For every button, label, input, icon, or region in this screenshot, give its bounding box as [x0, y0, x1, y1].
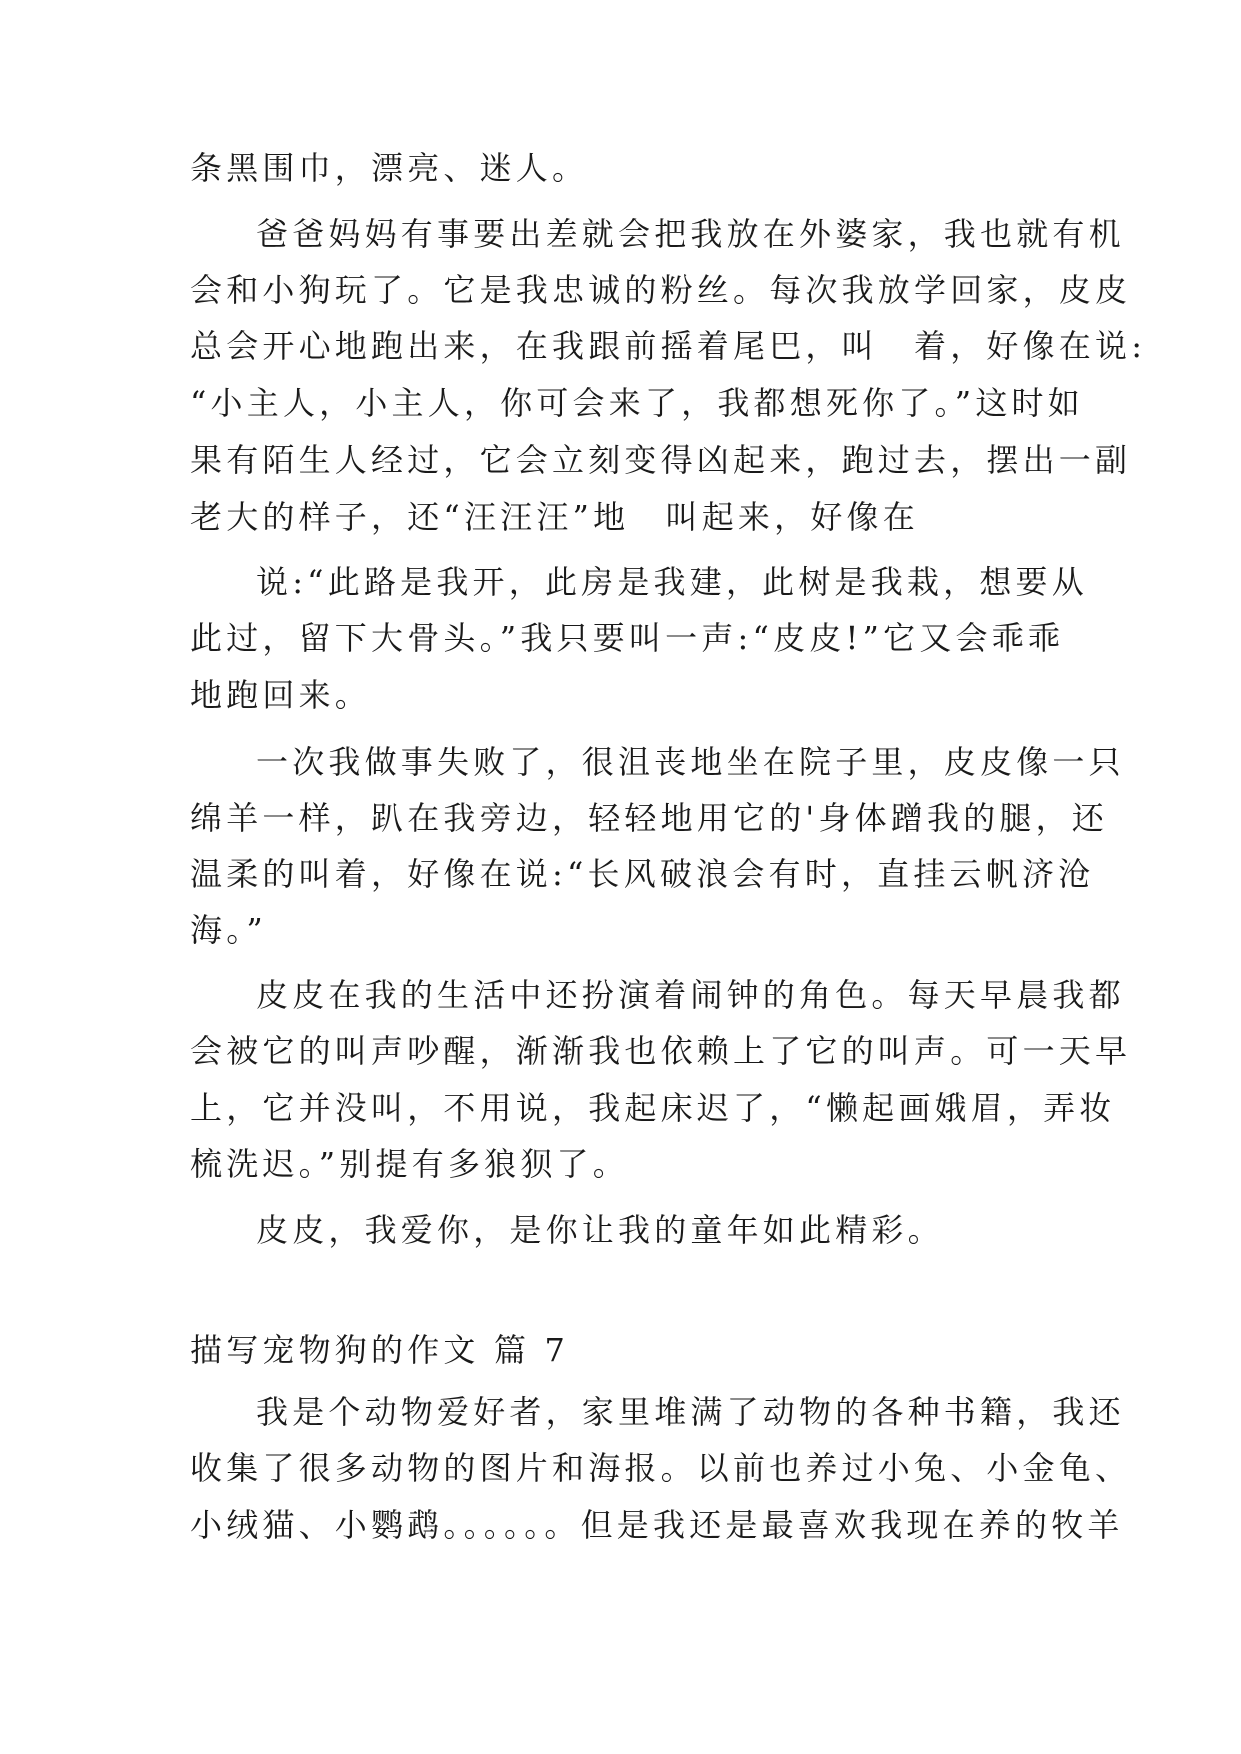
text-line: 上，它并没叫，不用说，我起床迟了，“懒起画娥眉，弄妆: [190, 1089, 1116, 1127]
text-line: 小绒猫、小鹦鹉。。。。。。但是我还是最喜欢我现在养的牧羊: [190, 1506, 1124, 1544]
text-line: 地跑回来。: [190, 676, 372, 714]
text-line: 绵羊一样，趴在我旁边，轻轻地用它的'身体蹭我的腿，还: [190, 799, 1108, 837]
paragraph-start-line: 皮皮在我的生活中还扮演着闹钟的角色。每天早晨我都: [256, 976, 1125, 1014]
paragraph-start-line: 我是个动物爱好者，家里堆满了动物的各种书籍，我还: [256, 1393, 1125, 1431]
text-line: “小主人，小主人，你可会来了，我都想死你了。”这时如: [190, 384, 1084, 422]
text-line: 果有陌生人经过，它会立刻变得凶起来，跑过去，摆出一副: [190, 441, 1132, 479]
paragraph-start-line: 皮皮，我爱你，是你让我的童年如此精彩。: [256, 1211, 944, 1249]
text-line: 条黑围巾，漂亮、迷人。: [190, 149, 589, 187]
text-line: 总会开心地跑出来，在我跟前摇着尾巴，叫 着，好像在说:: [190, 327, 1147, 365]
paragraph-start-line: 说:“此路是我开，此房是我建，此树是我栽，想要从: [256, 563, 1088, 601]
text-line: 会被它的叫声吵醒，渐渐我也依赖上了它的叫声。可一天早: [190, 1032, 1132, 1070]
section-heading: 描写宠物狗的作文 篇 7: [190, 1331, 570, 1369]
text-line: 梳洗迟。”别提有多狼狈了。: [190, 1145, 629, 1183]
paragraph-start-line: 爸爸妈妈有事要出差就会把我放在外婆家，我也就有机: [256, 215, 1125, 253]
text-line: 温柔的叫着，好像在说:“长风破浪会有时，直挂云帆济沧: [190, 855, 1095, 893]
text-line: 此过，留下大骨头。”我只要叫一声:“皮皮!”它又会乖乖: [190, 619, 1065, 657]
paragraph-start-line: 一次我做事失败了，很沮丧地坐在院子里，皮皮像一只: [256, 743, 1125, 781]
text-line: 老大的样子，还“汪汪汪”地 叫起来，好像在: [190, 498, 919, 536]
text-line: 收集了很多动物的图片和海报。以前也养过小兔、小金龟、: [190, 1449, 1132, 1487]
text-line: 会和小狗玩了。它是我忠诚的粉丝。每次我放学回家，皮皮: [190, 271, 1132, 309]
text-line: 海。”: [190, 911, 267, 949]
